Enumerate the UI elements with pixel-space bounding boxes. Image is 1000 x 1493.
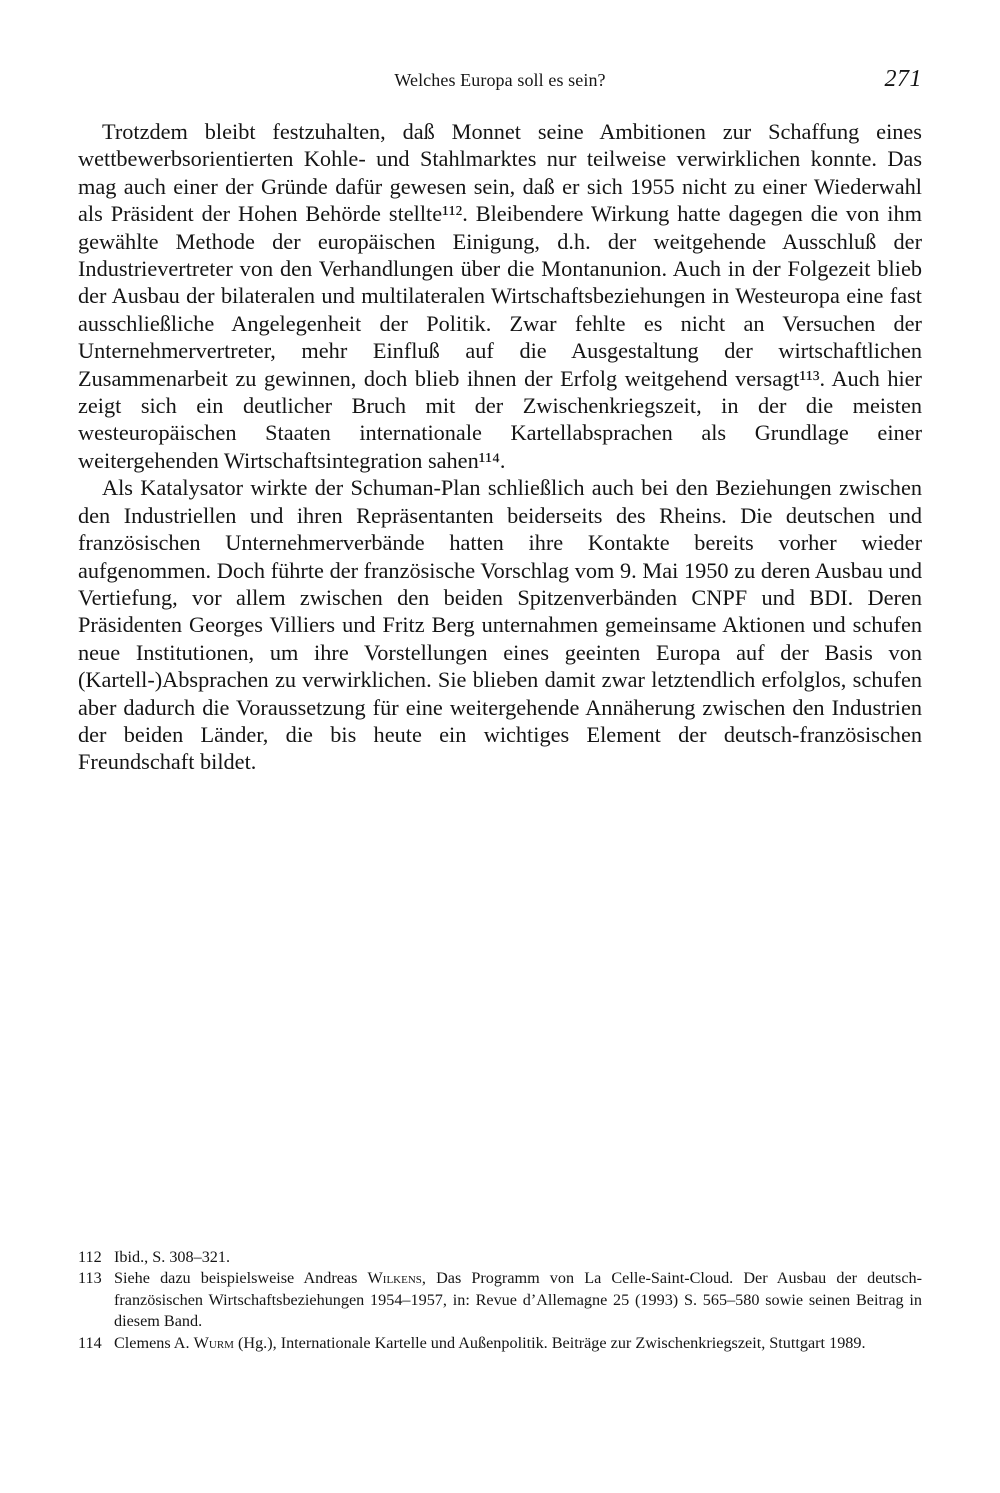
page-number: 271	[884, 66, 922, 92]
footnote-number: 112	[78, 1248, 102, 1266]
footnote-text	[114, 1247, 922, 1268]
footnote-114	[78, 1333, 922, 1354]
main-text	[78, 118, 922, 776]
footnote-112	[78, 1247, 922, 1268]
footnote-text-before: Clemens A.	[114, 1333, 194, 1352]
footnote-number: 114	[78, 1333, 102, 1352]
footnote-text	[114, 1333, 922, 1354]
footnotes	[78, 1247, 922, 1354]
running-head	[78, 66, 922, 100]
footnote-text-after: , Das Programm von La Celle-Saint-Cloud. Der Ausbau der deutsch-französischen Wirtschaftsbeziehungen 1954–1957, in: Revue d’Allemagne 25 (1993) S. 565–580 sowie seinen Beitrag in diesem Band.	[114, 1269, 922, 1331]
running-title: Welches Europa soll es sein?	[394, 70, 606, 90]
footnote-text	[114, 1268, 922, 1332]
footnote-number: 113	[78, 1269, 102, 1288]
footnote-author: Wurm	[193, 1333, 234, 1352]
footnote-113	[78, 1268, 922, 1332]
body-paragraph: Als Katalysator wirkte der Schuman-Plan schließlich auch bei den Beziehungen zwischen den Industriellen und ihren Repräsentanten beiderseits des Rheins. Die deutschen und französischen Unternehmerverbände hatten ihre Kontakte bereits vorher wieder aufgenommen. Doch führte der französische Vorschlag vom 9. Mai 1950 zu deren Ausbau und Vertiefung, vor allem zwischen den beiden Spitzenverbänden CNPF und BDI. Deren Präsidenten Georges Villiers und Fritz Berg unternahmen gemeinsame Aktionen und schufen neue Institutionen, um ihre Vorstellungen eines geeinten Europa auf der Basis von (Kartell-)Absprachen zu verwirklichen. Sie blieben damit zwar letztendlich erfolglos, schufen aber dadurch die Voraussetzung für eine weitergehende Annäherung zwischen den Industrien der beiden Länder, die bis heute ein wichtiges Element der deutsch-französischen Freundschaft bildet.	[78, 475, 922, 775]
body-paragraph: Trotzdem bleibt festzuhalten, daß Monnet seine Ambitionen zur Schaffung eines wettbewerbsorientierten Kohle- und Stahlmarktes nur teilweise verwirklichen konnte. Das mag auch einer der Gründe dafür gewesen sein, daß er sich 1955 nicht zu einer Wiederwahl als Präsident der Hohen Behörde stellte¹¹². Bleibendere Wirkung hatte dagegen die von ihm gewählte Methode der europäischen Einigung, d.h. der weitgehende Ausschluß der Industrievertreter von den Verhandlungen über die Montanunion. Auch in der Folgezeit blieb der Ausbau der bilateralen und multilateralen Wirtschaftsbeziehungen in Westeuropa eine fast ausschließliche Angelegenheit der Politik. Zwar fehlte es nicht an Versuchen der Unternehmervertreter, mehr Einfluß auf die Ausgestaltung der wirtschaftlichen Zusammenarbeit zu gewinnen, doch blieb ihnen der Erfolg weitgehend versagt¹¹³. Auch hier zeigt sich ein deutlicher Bruch mit der Zwischenkriegszeit, in der die meisten westeuropäischen Staaten internationale Kartellabsprachen als Grundlage einer weitergehenden Wirtschaftsintegration sahen¹¹⁴.	[78, 119, 922, 473]
footnote-text-before: Siehe dazu beispielsweise Andreas	[114, 1269, 368, 1288]
footnote-author: Wilkens	[367, 1269, 422, 1288]
footnote-text-before: Ibid., S. 308–321.	[114, 1248, 231, 1266]
footnote-text-after: (Hg.), Internationale Kartelle und Außenpolitik. Beiträge zur Zwischenkriegszeit, Stuttgart 1989.	[233, 1333, 866, 1352]
